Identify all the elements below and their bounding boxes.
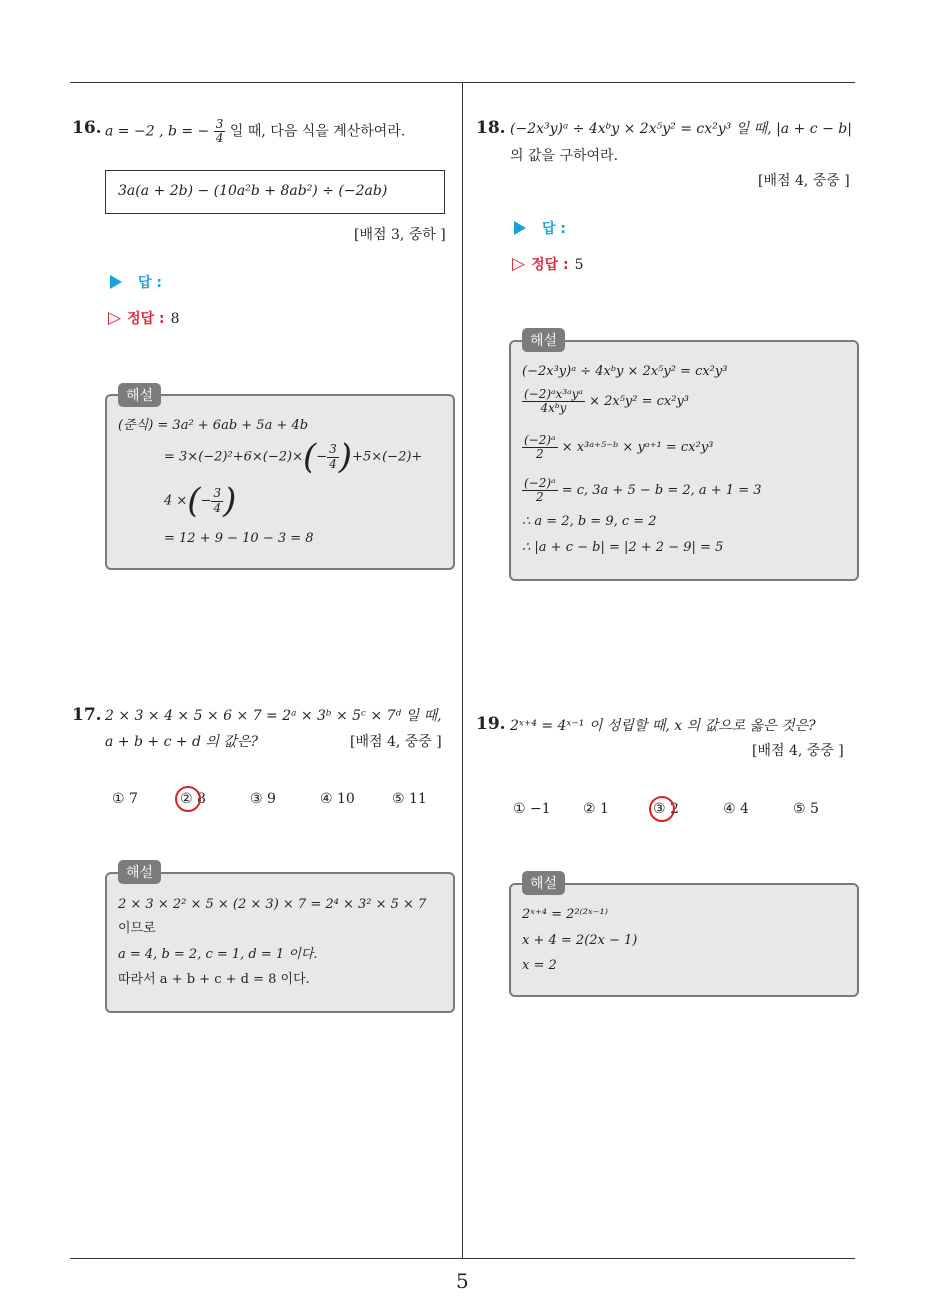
q18-sol-line5: ∴ a = 2, b = 9, c = 2 [522, 514, 657, 529]
q18-answer-label: 답 : [542, 221, 566, 237]
q18-sol-line6: ∴ |a + c − b| = |2 + 2 − 9| = 5 [522, 540, 724, 555]
q18-sol-line2-post: × 2x⁵y² = cx²y³ [589, 394, 690, 410]
q18-sol-line3-post: × x³ᵃ⁺⁵⁻ᵇ × yᵃ⁺¹ = cx²y³ [561, 440, 714, 456]
column-divider [462, 82, 463, 1258]
q16-answer-row [110, 272, 162, 292]
q16-solution-tag: 해설 [118, 383, 161, 407]
q17-meta: [배점 4, 중중 ] [350, 734, 442, 750]
q18-sol-line3-num: (−2)ᵃ [524, 433, 556, 447]
q17-choice-4[interactable]: ④ 10 [320, 791, 355, 807]
q18-sol-line2 [522, 388, 689, 415]
q16-frac-num: 3 [215, 117, 224, 131]
q18-sol-line1: (−2x³y)ᵃ ÷ 4xᵇy × 2x⁵y² = cx²y³ [522, 364, 728, 379]
play-triangle-icon [110, 275, 122, 289]
q17-stem-line2: a + b + c + d 의 값은? [105, 734, 258, 750]
q18-sol-line4-den: 2 [535, 490, 544, 505]
q18-sol-line2-num: (−2)ᵃx³ᵃyᵃ [524, 387, 583, 401]
q17-choice-2[interactable]: ② 8 [180, 791, 206, 807]
q18-sol-line4-post: = c, 3a + 5 − b = 2, a + 1 = 3 [561, 483, 762, 499]
q16-sol-line3-sign: − [200, 493, 212, 509]
q17-solution-box [105, 872, 455, 1013]
q16-expression: 3a(a + 2b) − (10a²b + 8ab²) ÷ (−2ab) [118, 183, 388, 199]
q18-sol-line3 [522, 434, 713, 461]
q19-choice-5[interactable]: ⑤ 5 [793, 801, 819, 817]
q18-sol-line3-frac [522, 434, 558, 461]
play-triangle-icon [514, 221, 526, 235]
q18-stem-line2: 의 값을 구하여라. [510, 148, 619, 164]
q16-sol-line2-frac [327, 443, 339, 470]
q16-sol-line2-den: 4 [329, 456, 337, 471]
q17-choice-3[interactable]: ③ 9 [250, 791, 276, 807]
q17-choice-5[interactable]: ⑤ 11 [392, 791, 427, 807]
q19-sol-line1: 2ˣ⁺⁴ = 2²⁽²ˣ⁻¹⁾ [522, 907, 608, 922]
q19-choice-3[interactable]: ③ 2 [653, 801, 679, 817]
q16-sol-line2-num: 3 [329, 442, 337, 457]
q17-choice-1[interactable]: ① 7 [112, 791, 138, 807]
q16-sol-line3-frac [211, 487, 223, 514]
q18-sol-line4-frac [522, 477, 558, 504]
q16-sol-line2-sign: − [316, 449, 328, 465]
q16-meta: [배점 3, 중하 ] [354, 227, 446, 243]
q19-number: 19. [476, 714, 506, 734]
q19-selected-ring-icon [649, 796, 675, 822]
outline-triangle-icon: ▷ [108, 308, 122, 328]
q16-sol-line1: (준식) = 3a² + 6ab + 5a + 4b [118, 418, 309, 433]
q16-frac-den: 4 [215, 131, 224, 146]
q16-answer-label: 답 : [138, 275, 162, 291]
q16-sol-line2-post: +5×(−2)+ [352, 449, 423, 465]
q18-correct-label: 정답 : [531, 257, 569, 273]
q17-sol-line4: 따라서 a + b + c + d = 8 이다. [118, 972, 310, 987]
q18-correct-row [512, 254, 584, 274]
q16-sol-line3-den: 4 [213, 500, 222, 515]
q18-sol-line4 [522, 477, 762, 504]
q18-sol-line2-frac [522, 388, 585, 415]
q18-correct-value: 5 [574, 257, 584, 273]
q16-stem [105, 118, 405, 145]
q17-solution-tag: 해설 [118, 860, 161, 884]
q17-sol-line3: a = 4, b = 2, c = 1, d = 1 이다. [118, 947, 318, 962]
q17-selected-ring-icon [175, 786, 201, 812]
q16-correct-value: 8 [170, 311, 180, 327]
q18-number: 18. [476, 118, 506, 138]
q19-meta: [배점 4, 중중 ] [752, 743, 844, 759]
q16-expression-box [105, 170, 445, 214]
q18-meta: [배점 4, 중중 ] [758, 173, 850, 189]
q19-choice-1[interactable]: ① −1 [513, 801, 551, 817]
q16-stem-post: 일 때, 다음 식을 계산하여라. [229, 123, 406, 140]
q17-sol-line2: 이므로 [118, 921, 156, 936]
q16-number: 16. [72, 118, 102, 138]
q19-choice-2[interactable]: ② 1 [583, 801, 609, 817]
q16-sol-line2-pre: = 3×(−2)²+6×(−2)× [164, 449, 303, 465]
q19-sol-line2: x + 4 = 2(2x − 1) [522, 933, 638, 948]
outline-triangle-icon: ▷ [512, 254, 526, 274]
q18-solution-tag: 해설 [522, 328, 565, 352]
bottom-rule [70, 1258, 855, 1259]
q17-number: 17. [72, 705, 102, 725]
q16-sol-line2: = 3×(−2)²+6×(−2)×(− $\frac{3}{4}$ )+5×(−2)+ [164, 437, 423, 477]
q17-sol-line1: 2 × 3 × 2² × 5 × (2 × 3) × 7 = 2⁴ × 3² × 5 × 7 [118, 897, 427, 912]
q16-sol-line3: 4 ×(− $\frac{3}{4}$ ) [164, 481, 237, 521]
q19-stem: 2ˣ⁺⁴ = 4ˣ⁻¹ 이 성립할 때, x 의 값으로 옳은 것은? [510, 718, 816, 734]
q19-choice-4[interactable]: ④ 4 [723, 801, 749, 817]
q16-sol-line3-num: 3 [213, 486, 222, 501]
q16-stem-pre: a = −2 , b = − [105, 123, 210, 140]
page-number: 5 [456, 1269, 469, 1293]
q16-sol-line3-pre: 4 × [164, 493, 188, 509]
q18-answer-row [514, 218, 566, 238]
q19-solution-tag: 해설 [522, 871, 565, 895]
q18-sol-line4-num: (−2)ᵃ [524, 476, 556, 490]
q19-sol-line3: x = 2 [522, 958, 557, 973]
q18-sol-line2-den: 4xᵇy [540, 401, 567, 416]
q16-correct-row [108, 308, 180, 328]
q17-stem-line1: 2 × 3 × 4 × 5 × 6 × 7 = 2ᵃ × 3ᵇ × 5ᶜ × 7ᵈ 일 때, [105, 708, 442, 724]
q16-stem-fraction [214, 118, 226, 145]
q16-correct-label: 정답 : [127, 311, 165, 327]
q16-sol-line4: = 12 + 9 − 10 − 3 = 8 [164, 531, 314, 546]
q18-sol-line3-den: 2 [535, 447, 544, 462]
q18-stem-line1: (−2x³y)ᵃ ÷ 4xᵇy × 2x⁵y² = cx²y³ 일 때, |a + c − b| [510, 121, 852, 137]
